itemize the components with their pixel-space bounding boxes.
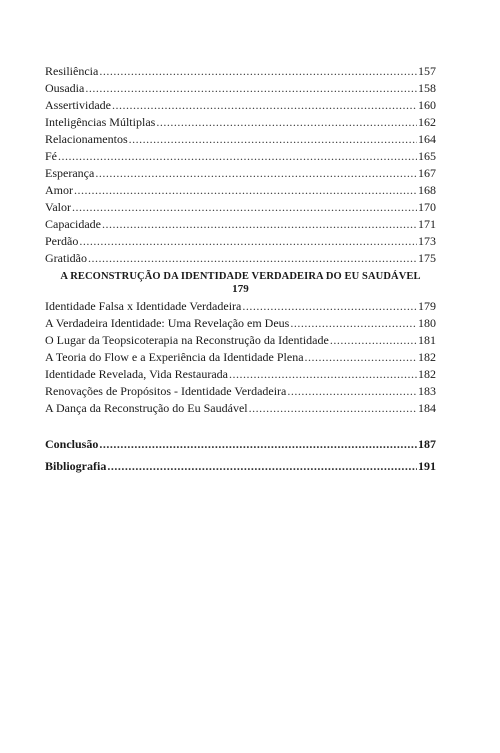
toc-entry-label: Resiliência: [45, 64, 99, 78]
toc-entry-label: Identidade Revelada, Vida Restaurada: [45, 367, 228, 381]
toc-entry-label: Ousadia: [45, 81, 85, 95]
toc-entry-label: A Teoria do Flow e a Experiência da Identidade Plena: [45, 350, 304, 364]
toc-entry-label: Renovações de Propósitos - Identidade Verdadeira: [45, 384, 287, 398]
toc-entry-page: 180: [418, 316, 436, 330]
dot-leader: [88, 250, 417, 267]
dot-leader: [305, 349, 417, 366]
toc-entry-page: 184: [418, 401, 436, 415]
toc-entry-label: Amor: [45, 183, 73, 197]
dot-leader: [290, 315, 417, 332]
toc-entry: [45, 165, 436, 182]
toc-entry: [45, 131, 436, 148]
toc-entry-label: Bibliografia: [45, 459, 107, 473]
toc-entry-page: 162: [418, 115, 436, 129]
dot-leader: [242, 298, 417, 315]
table-of-contents: [45, 63, 436, 417]
toc-entry-conclusion: [45, 433, 436, 455]
toc-entry-page: 181: [418, 333, 436, 347]
toc-entry: [45, 315, 436, 332]
toc-entry-page: 165: [418, 149, 436, 163]
toc-entry-page: 171: [418, 217, 436, 231]
table-of-contents-end: [45, 433, 436, 477]
dot-leader: [72, 199, 417, 216]
toc-entry-page: 158: [418, 81, 436, 95]
toc-entry-page: 173: [418, 234, 436, 248]
toc-entry: [45, 182, 436, 199]
toc-entry-label: A Verdadeira Identidade: Uma Revelação em Deus: [45, 316, 290, 330]
dot-leader: [99, 433, 417, 455]
toc-entry: [45, 383, 436, 400]
toc-entry-label: Identidade Falsa x Identidade Verdadeira: [45, 299, 242, 313]
toc-entry-page: 191: [418, 459, 436, 473]
toc-entry-label: Inteligências Múltiplas: [45, 115, 156, 129]
dot-leader: [107, 455, 417, 477]
toc-entry-label: Relacionamentos: [45, 132, 128, 146]
toc-entry-label: Assertividade: [45, 98, 111, 112]
toc-entry-page: 183: [418, 384, 436, 398]
toc-entry-page: 179: [418, 299, 436, 313]
toc-entry-page: 164: [418, 132, 436, 146]
toc-entry-label: Gratidão: [45, 251, 87, 265]
toc-entry: [45, 148, 436, 165]
toc-entry-page: 182: [418, 350, 436, 364]
dot-leader: [156, 114, 417, 131]
toc-entry-bibliography: [45, 455, 436, 477]
dot-leader: [58, 148, 417, 165]
dot-leader: [112, 97, 417, 114]
toc-entry-label: Valor: [45, 200, 71, 214]
dot-leader: [79, 233, 417, 250]
toc-entry-page: 170: [418, 200, 436, 214]
toc-entry-page: 187: [418, 437, 436, 451]
section-heading: [45, 270, 436, 296]
toc-entry: [45, 63, 436, 80]
toc-entry-label: A Dança da Reconstrução do Eu Saudável: [45, 401, 248, 415]
toc-entry-page: 182: [418, 367, 436, 381]
toc-entry-page: 160: [418, 98, 436, 112]
dot-leader: [330, 332, 417, 349]
toc-entry: [45, 400, 436, 417]
dot-leader: [102, 216, 417, 233]
dot-leader: [129, 131, 417, 148]
toc-entry: [45, 80, 436, 97]
dot-leader: [287, 383, 417, 400]
toc-entry: [45, 332, 436, 349]
dot-leader: [249, 400, 417, 417]
dot-leader: [229, 366, 417, 383]
toc-entry-label: Conclusão: [45, 437, 99, 451]
toc-entry-page: 157: [418, 64, 436, 78]
toc-entry-page: 175: [418, 251, 436, 265]
toc-entry: [45, 97, 436, 114]
dot-leader: [95, 165, 417, 182]
dot-leader: [85, 80, 417, 97]
toc-entry: [45, 298, 436, 315]
toc-entry: [45, 233, 436, 250]
toc-entry-label: O Lugar da Teopsicoterapia na Reconstrução da Identidade: [45, 333, 329, 347]
section-heading-title: A RECONSTRUÇÃO DA IDENTIDADE VERDADEIRA DO EU SAUDÁVEL: [60, 271, 421, 282]
section-heading-page: 179: [232, 283, 249, 295]
toc-entry: [45, 366, 436, 383]
toc-entry: [45, 199, 436, 216]
dot-leader: [74, 182, 417, 199]
toc-entry-label: Perdão: [45, 234, 79, 248]
toc-entry: [45, 114, 436, 131]
toc-entry: [45, 349, 436, 366]
toc-entry-page: 167: [418, 166, 436, 180]
toc-entry: [45, 216, 436, 233]
toc-entry-label: Esperança: [45, 166, 95, 180]
toc-entry-label: Fé: [45, 149, 57, 163]
dot-leader: [99, 63, 417, 80]
toc-entry-page: 168: [418, 183, 436, 197]
toc-entry-label: Capacidade: [45, 217, 101, 231]
toc-entry: [45, 250, 436, 267]
